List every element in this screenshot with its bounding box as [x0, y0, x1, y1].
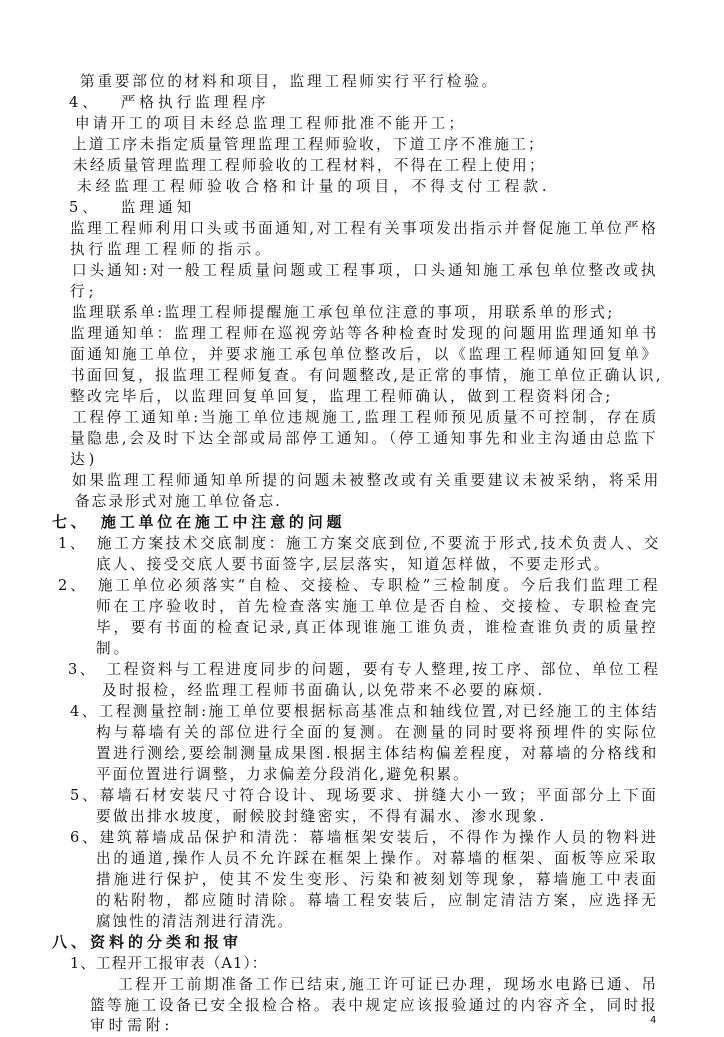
text-line: 达): [70, 451, 99, 468]
text-line: 要做出排水坡度，耐候胶封缝密实，不得有漏水、渗水现象.: [96, 808, 547, 825]
text-line: 师在工序验收时，首先检查落实施工单位是否自检、交接检、专职检查完: [96, 598, 660, 615]
text-line: 构与幕墙有关的部位进行全面的复测。在测量的同时要将预埋件的实际位: [96, 724, 660, 741]
numbered-item: 2、 施工单位必须落实“自检、交接检、专职检”三检制度。今后我们监理工程: [58, 577, 661, 594]
text-line: 备忘录形式对施工单位备忘.: [75, 493, 282, 510]
numbered-item: 3、 工程资料与工程进度同步的问题，要有专人整理,按工序、部位、单位工程: [68, 661, 661, 678]
page-number: 4: [650, 1015, 657, 1026]
text-line: 毕，要有书面的检查记录,真正体现谁施工谁负责，谁检查谁负责的质量控: [96, 619, 659, 636]
numbered-item: 1、工程开工报审表（A1）：: [70, 955, 268, 972]
text-line: 制。: [96, 640, 132, 657]
text-line: 底人、接受交底人要书面签字,层层落实，知道怎样做，不要走形式。: [96, 556, 611, 573]
text-line: 第重要部位的材料和项目，监理工程师实行平行检验。: [80, 73, 500, 90]
numbered-item: 5、幕墙石材安装尺寸符合设计、现场要求、拼缝大小一致；平面部分上下面: [70, 787, 659, 804]
numbered-item: 4、工程测量控制:施工单位要根据标高基准点和轴线位置,对已经施工的主体结: [70, 703, 659, 720]
text-line: 监理联系单:监理工程师提醒施工承包单位注意的事项，用联系单的形式;: [72, 304, 615, 321]
numbered-item: 5、 监理通知: [69, 199, 196, 216]
text-line: 监理通知单：监理工程师在巡视旁站等各种检查时发现的问题用监理通知单书: [70, 325, 659, 342]
section-heading: 七、 施工单位在施工中注意的问题: [52, 513, 346, 531]
text-line: 腐蚀性的清洁剂进行清洗。: [96, 913, 295, 930]
text-line: 上道工序未指定质量管理监理工程师验收，下道工序不准施工；: [72, 136, 545, 153]
text-line: 审时需附:: [90, 1017, 174, 1034]
text-line: 措施进行保护，使其不发生变形、污染和被刻划等现象，幕墙施工中表面: [96, 871, 660, 888]
text-line: 的粘附物，都应随时清除。幕墙工程安装后，应制定清洁方案，应选择无: [96, 892, 660, 909]
text-line: 平面位置进行调整，力求偏差分段消化,避免积累。: [96, 766, 470, 783]
section-heading: 八、资料的分类和报审: [52, 933, 243, 951]
numbered-item: 4、 严格执行监理程序: [69, 94, 270, 111]
text-line: 置进行测绘,要绘制测量成果图.根据主体结构偏差程度，对幕墙的分格线和: [96, 745, 659, 762]
text-line: 行;: [70, 283, 98, 300]
text-line: 监理工程师利用口头或书面通知,对工程有关事项发出指示并督促施工单位严格: [70, 220, 659, 237]
text-line: 出的通道,操作人员不允许踩在框架上操作。对幕墙的框架、面板等应采取: [96, 850, 659, 867]
text-line: 如果监理工程师通知单所提的问题未被整改或有关重要建议未被采纳，将采用: [72, 472, 661, 489]
text-line: 整改完毕后，以监理回复单回复，监理工程师确认，做到工程资料闭合;: [70, 388, 614, 405]
text-line: 及时报检，经监理工程师书面确认,以免带来不必要的麻烦.: [102, 682, 545, 699]
text-line: 申请开工的项目未经总监理工程师批准不能开工；: [75, 115, 467, 132]
text-line: 书面回复，报监理工程师复查。有问题整改,是正常的事情，施工单位正确认识,: [70, 367, 663, 384]
text-line: 口头通知:对一般工程质量问题或工程事项，口头通知施工承包单位整改或执: [72, 262, 659, 279]
text-line: 工程开工前期准备工作已结束,施工许可证已办理，现场水电路已通、吊: [118, 976, 659, 993]
text-line: 未经质量管理监理工程师验收的工程材料，不得在工程上使用；: [73, 157, 546, 174]
text-line: 量隐患,会及时下达全部或局部停工通知。（停工通知事先和业主沟通由总监下: [70, 430, 659, 447]
numbered-item: 6、建筑幕墙成品保护和清洗：幕墙框架安装后，不得作为操作人员的物料进: [70, 829, 659, 846]
text-line: 工程停工通知单:当施工单位违规施工,监理工程师预见质量不可控制，存在质: [72, 409, 659, 426]
text-line: 执行监理工程师的指示。: [70, 241, 274, 258]
text-line: 未经监理工程师验收合格和计量的项目，不得支付工程款.: [77, 178, 551, 195]
text-line: 篮等施工设备已安全报检合格。表中规定应该报验通过的内容齐全，同时报: [90, 997, 659, 1014]
numbered-item: 1、 施工方案技术交底制度：施工方案交底到位,不要流于形式,技术负责人、交: [58, 535, 662, 552]
text-line: 面通知施工单位，并要求施工承包单位整改后，以《监理工程师通知回复单》: [70, 346, 659, 363]
